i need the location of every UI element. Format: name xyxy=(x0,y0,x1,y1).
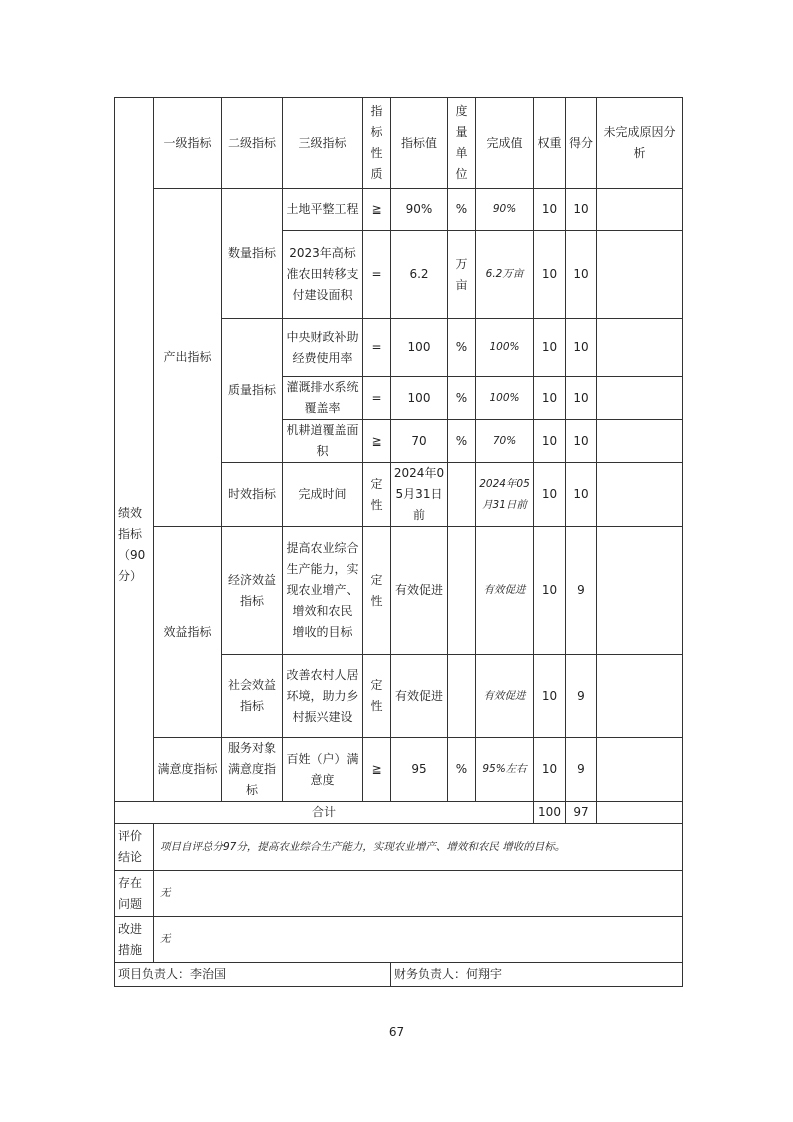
header-level3: 三级指标 xyxy=(283,98,363,189)
indicator-nature: = xyxy=(363,231,391,319)
indicator-weight: 10 xyxy=(534,189,566,231)
group-quality: 质量指标 xyxy=(222,319,283,463)
header-nature: 指标性质 xyxy=(363,98,391,189)
total-score: 97 xyxy=(566,802,597,824)
group-benefit: 效益指标 xyxy=(154,527,222,738)
signature-row xyxy=(115,963,683,987)
group-satisfaction: 满意度指标 xyxy=(154,738,222,802)
indicator-nature: 定性 xyxy=(363,655,391,738)
indicator-score: 9 xyxy=(566,655,597,738)
indicator-weight: 10 xyxy=(534,420,566,463)
indicator-actual: 6.2万亩 xyxy=(476,231,534,319)
group-quantity: 数量指标 xyxy=(222,189,283,319)
indicator-name: 灌溉排水系统覆盖率 xyxy=(283,377,363,420)
indicator-target: 有效促进 xyxy=(391,527,448,655)
indicator-reason xyxy=(597,189,683,231)
indicator-score: 9 xyxy=(566,527,597,655)
indicator-name: 百姓（户）满意度 xyxy=(283,738,363,802)
table-row xyxy=(115,527,683,655)
indicator-nature: ≧ xyxy=(363,420,391,463)
indicator-score: 10 xyxy=(566,189,597,231)
indicator-weight: 10 xyxy=(534,738,566,802)
indicator-reason xyxy=(597,655,683,738)
improve-text: 无 xyxy=(154,917,683,963)
indicator-target: 6.2 xyxy=(391,231,448,319)
group-timeliness: 时效指标 xyxy=(222,463,283,527)
issues-row xyxy=(115,871,683,917)
group-output: 产出指标 xyxy=(154,189,222,527)
indicator-unit: % xyxy=(448,377,476,420)
indicator-score: 10 xyxy=(566,377,597,420)
header-reason: 未完成原因分析 xyxy=(597,98,683,189)
header-actual: 完成值 xyxy=(476,98,534,189)
indicator-nature: = xyxy=(363,377,391,420)
header-score: 得分 xyxy=(566,98,597,189)
total-label: 合计 xyxy=(115,802,534,824)
header-level1: 一级指标 xyxy=(154,98,222,189)
indicator-actual: 70% xyxy=(476,420,534,463)
indicator-name: 土地平整工程 xyxy=(283,189,363,231)
header-unit: 度量单位 xyxy=(448,98,476,189)
page-number: 67 xyxy=(388,1025,405,1039)
indicator-nature: 定性 xyxy=(363,463,391,527)
indicator-score: 10 xyxy=(566,231,597,319)
total-weight: 100 xyxy=(534,802,566,824)
indicator-reason xyxy=(597,527,683,655)
indicator-name: 机耕道覆盖面积 xyxy=(283,420,363,463)
indicator-name: 2023年高标准农田转移支付建设面积 xyxy=(283,231,363,319)
indicator-score: 10 xyxy=(566,463,597,527)
indicator-weight: 10 xyxy=(534,655,566,738)
indicator-reason xyxy=(597,231,683,319)
total-reason xyxy=(597,802,683,824)
indicator-nature: ≧ xyxy=(363,738,391,802)
indicator-reason xyxy=(597,463,683,527)
indicator-score: 10 xyxy=(566,319,597,377)
issues-label: 存在问题 xyxy=(115,871,154,917)
indicator-actual: 95%左右 xyxy=(476,738,534,802)
table-row xyxy=(115,189,683,231)
indicator-unit xyxy=(448,655,476,738)
indicator-actual: 100% xyxy=(476,377,534,420)
indicator-reason xyxy=(597,319,683,377)
indicator-unit: 万亩 xyxy=(448,231,476,319)
conclusion-label: 评价结论 xyxy=(115,824,154,871)
indicator-target: 70 xyxy=(391,420,448,463)
header-row xyxy=(115,98,683,189)
indicator-unit: % xyxy=(448,189,476,231)
indicator-nature: 定性 xyxy=(363,527,391,655)
indicator-name: 改善农村人居环境，助力乡村振兴建设 xyxy=(283,655,363,738)
total-row xyxy=(115,802,683,824)
header-target: 指标值 xyxy=(391,98,448,189)
improve-label: 改进措施 xyxy=(115,917,154,963)
indicator-actual: 2024年05月31日前 xyxy=(476,463,534,527)
indicator-name: 提高农业综合生产能力，实现农业增产、增效和农民 增收的目标 xyxy=(283,527,363,655)
indicator-actual: 有效促进 xyxy=(476,527,534,655)
indicator-name: 中央财政补助经费使用率 xyxy=(283,319,363,377)
improve-row xyxy=(115,917,683,963)
conclusion-row xyxy=(115,824,683,871)
indicator-score: 9 xyxy=(566,738,597,802)
indicator-weight: 10 xyxy=(534,527,566,655)
indicator-nature: ≧ xyxy=(363,189,391,231)
indicator-name: 完成时间 xyxy=(283,463,363,527)
table-row xyxy=(115,738,683,802)
indicator-weight: 10 xyxy=(534,377,566,420)
project-lead: 项目负责人：李治国 xyxy=(115,963,391,987)
header-level2: 二级指标 xyxy=(222,98,283,189)
indicator-reason xyxy=(597,420,683,463)
indicator-target: 90% xyxy=(391,189,448,231)
indicator-target: 100 xyxy=(391,377,448,420)
indicator-unit: % xyxy=(448,738,476,802)
indicator-weight: 10 xyxy=(534,231,566,319)
indicator-actual: 有效促进 xyxy=(476,655,534,738)
header-weight: 权重 xyxy=(534,98,566,189)
performance-table xyxy=(114,97,683,987)
group-economic: 经济效益指标 xyxy=(222,527,283,655)
indicator-unit: % xyxy=(448,319,476,377)
group-social: 社会效益指标 xyxy=(222,655,283,738)
indicator-nature: = xyxy=(363,319,391,377)
indicator-target: 有效促进 xyxy=(391,655,448,738)
indicator-target: 95 xyxy=(391,738,448,802)
issues-text: 无 xyxy=(154,871,683,917)
indicator-target: 100 xyxy=(391,319,448,377)
indicator-weight: 10 xyxy=(534,319,566,377)
indicator-weight: 10 xyxy=(534,463,566,527)
group-service: 服务对象满意度指标 xyxy=(222,738,283,802)
indicator-score: 10 xyxy=(566,420,597,463)
indicator-unit xyxy=(448,527,476,655)
indicator-actual: 90% xyxy=(476,189,534,231)
indicator-unit xyxy=(448,463,476,527)
indicator-unit: % xyxy=(448,420,476,463)
indicator-target: 2024年05月31日前 xyxy=(391,463,448,527)
indicator-actual: 100% xyxy=(476,319,534,377)
indicator-reason xyxy=(597,377,683,420)
conclusion-text: 项目自评总分97分，提高农业综合生产能力，实现农业增产、增效和农民 增收的目标。 xyxy=(154,824,683,871)
performance-label: 绩效指标（90分） xyxy=(115,98,154,802)
finance-lead: 财务负责人：何翔宇 xyxy=(391,963,683,987)
indicator-reason xyxy=(597,738,683,802)
